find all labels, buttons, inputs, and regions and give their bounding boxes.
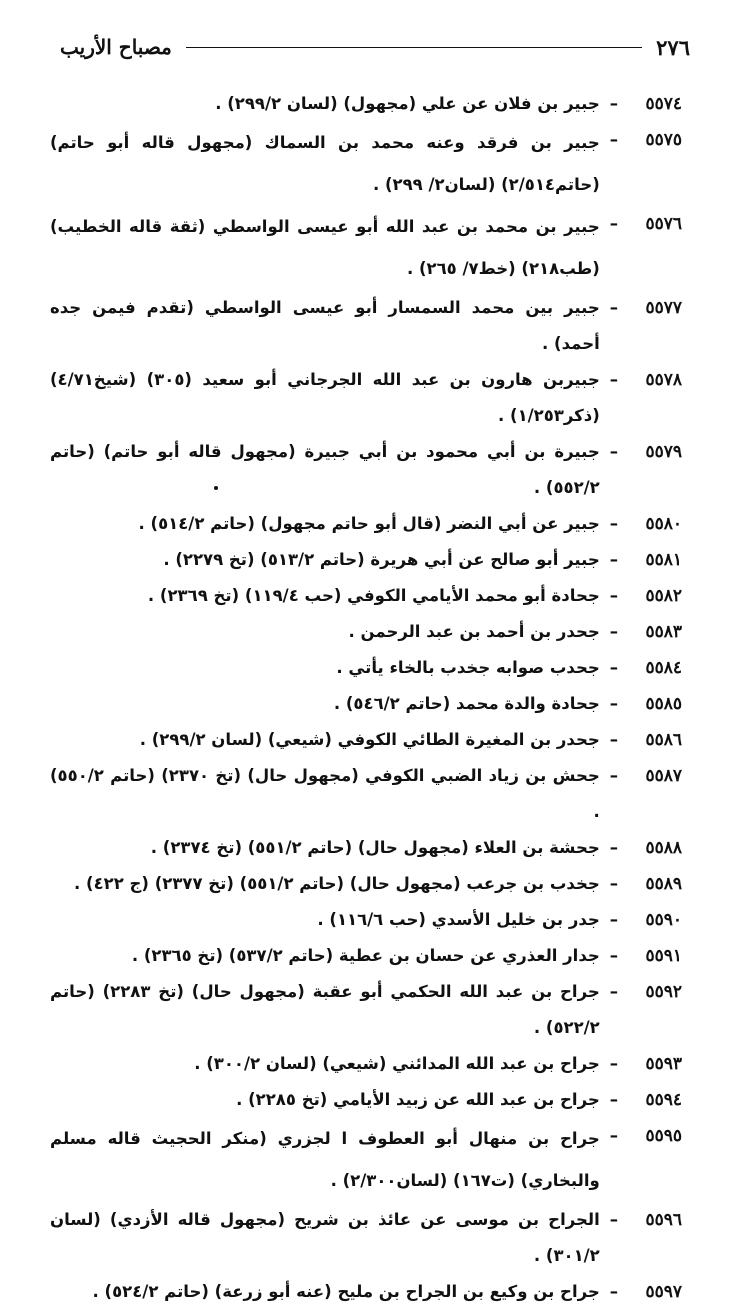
entry-5585 — [50, 686, 682, 722]
entry-5582 — [50, 578, 682, 614]
entry-dash: – — [609, 130, 618, 149]
entry-text: جبير بن فلان عن علي (مجهول) (لسان ٢٩٩/٢) . — [215, 94, 600, 113]
entry-number: ٥٥٧٦ — [645, 214, 682, 234]
entry-dash: – — [609, 730, 618, 749]
book-title: مصباح الأريب — [60, 35, 172, 59]
entry-dash: – — [609, 586, 618, 605]
entry-5577 — [50, 290, 682, 362]
entry-number: ٥٥٨٦ — [645, 730, 682, 750]
entry-number: ٥٥٩٣ — [645, 1054, 682, 1074]
entry-number: ٥٥٧٧ — [645, 298, 682, 318]
entry-dash: – — [609, 370, 618, 389]
entry-text: الجراح بن موسى عن عائذ بن شريح (مجهول قاله الأزدي) (لسان ٣٠١/٢) . — [50, 1210, 600, 1265]
entry-5579 — [50, 434, 682, 506]
entry-5589 — [50, 866, 682, 902]
entry-5586 — [50, 722, 682, 758]
entry-5591 — [50, 938, 682, 974]
entry-dash: – — [609, 946, 618, 965]
entry-5576 — [50, 206, 682, 290]
entry-5588 — [50, 830, 682, 866]
entry-dash: – — [609, 214, 618, 233]
entry-text: جبير عن أبي النضر (قال أبو حاتم مجهول) (حاتم ٥١٤/٢) . — [138, 514, 600, 533]
entry-5575 — [50, 122, 682, 206]
entry-5584 — [50, 650, 682, 686]
entry-text: جراح بن عبد الله الحكمي أبو عقبة (مجهول حال) (تخ ٢٢٨٣) (حاتم ٥٢٢/٢) . — [50, 982, 600, 1037]
entry-5574 — [50, 86, 682, 122]
entry-dash: – — [609, 658, 618, 677]
entry-dash: – — [609, 94, 618, 113]
entry-text: جحدر بن أحمد بن عبد الرحمن . — [348, 622, 600, 641]
entry-number: ٥٥٧٥ — [645, 130, 682, 150]
entry-number: ٥٥٨٧ — [645, 766, 682, 786]
entry-dash: – — [609, 838, 618, 857]
entry-dash: – — [609, 550, 618, 569]
entry-5596 — [50, 1202, 682, 1274]
entry-text: جراح بن عبد الله عن زبيد الأيامي (تخ ٢٢٨٥) . — [236, 1090, 600, 1109]
entry-number: ٥٥٩١ — [645, 946, 682, 966]
entry-text: جحدر بن المغيرة الطائي الكوفي (شيعي) (لسان ٢٩٩/٢) . — [139, 730, 600, 749]
entry-5594 — [50, 1082, 682, 1118]
entry-text: جدر بن خليل الأسدي (حب ١١٦/٦) . — [317, 910, 600, 929]
entry-dash: – — [609, 1210, 618, 1229]
entry-text: جحدب صوابه جخدب بالخاء يأتي . — [336, 658, 600, 677]
entry-dash: – — [609, 442, 618, 461]
entry-dash: – — [609, 1282, 618, 1301]
entry-number: ٥٥٩٥ — [645, 1126, 682, 1146]
entry-number: ٥٥٧٤ — [645, 94, 682, 114]
entry-number: ٥٥٨٩ — [645, 874, 682, 894]
entry-number: ٥٥٨٤ — [645, 658, 682, 678]
entry-5590 — [50, 902, 682, 938]
page-number: ٢٧٦ — [656, 34, 690, 60]
entry-5595 — [50, 1118, 682, 1202]
entry-text: جبير أبو صالح عن أبي هريرة (حاتم ٥١٣/٢) (تخ ٢٢٧٩) . — [163, 550, 600, 569]
entry-text: جبير بن فرقد وعنه محمد بن السماك (مجهول قاله أبو حاتم) (حاتم٢/٥١٤) (لسان٢/ ٢٩٩) . — [50, 133, 600, 194]
entry-dash: – — [609, 874, 618, 893]
header-rule — [186, 47, 642, 48]
entry-5592 — [50, 974, 682, 1046]
entry-text: جراح بن عبد الله المدائني (شيعي) (لسان ٣٠٠/٢) . — [194, 1054, 600, 1073]
entry-list — [50, 86, 682, 1310]
entry-number: ٥٥٧٨ — [645, 370, 682, 390]
entry-dash: – — [609, 982, 618, 1001]
entry-dash: – — [609, 1054, 618, 1073]
entry-5578 — [50, 362, 682, 434]
entry-text: جخدب بن جرعب (مجهول حال) (حاتم ٥٥١/٢) (تخ ٢٣٧٧) (ج ٤٢٢) . — [74, 874, 600, 893]
entry-text: جبيرة بن أبي محمود بن أبي جبيرة (مجهول قاله أبو حاتم) (حاتم ٥٥٢/٢) . — [50, 442, 600, 497]
entry-number: ٥٥٨٥ — [645, 694, 682, 714]
entry-dash: – — [609, 694, 618, 713]
entry-5581 — [50, 542, 682, 578]
entry-5583 — [50, 614, 682, 650]
entry-number: ٥٥٩٤ — [645, 1090, 682, 1110]
entry-number: ٥٥٩٦ — [645, 1210, 682, 1230]
entry-dash: – — [609, 1090, 618, 1109]
entry-dash: – — [609, 1126, 618, 1145]
entry-text: جحادة والدة محمد (حاتم ٥٤٦/٢) . — [333, 694, 600, 713]
page-header — [60, 30, 690, 64]
entry-5587 — [50, 758, 682, 830]
entry-number: ٥٥٧٩ — [645, 442, 682, 462]
entry-dash: – — [609, 910, 618, 929]
entry-number: ٥٥٩٢ — [645, 982, 682, 1002]
print-speck — [214, 486, 218, 490]
entry-text: جدار العذري عن حسان بن عطية (حاتم ٥٣٧/٢) (تخ ٢٣٦٥) . — [131, 946, 600, 965]
entry-number: ٥٥٨٣ — [645, 622, 682, 642]
entry-text: جحادة أبو محمد الأيامي الكوفي (حب ١١٩/٤) (تخ ٢٣٦٩) . — [147, 586, 600, 605]
entry-number: ٥٥٩٧ — [645, 1282, 682, 1302]
entry-dash: – — [609, 766, 618, 785]
entry-number: ٥٥٨١ — [645, 550, 682, 570]
entry-text: جراح بن منهال أبو العطوف ا لجزري (منكر الحجيث قاله مسلم والبخاري) (ت١٦٧) (لسان٢/٣٠٠) . — [50, 1129, 600, 1190]
entry-number: ٥٥٨٨ — [645, 838, 682, 858]
entry-dash: – — [609, 622, 618, 641]
entry-dash: – — [609, 298, 618, 317]
entry-number: ٥٥٨٠ — [645, 514, 682, 534]
entry-text: جبير بن محمد بن عبد الله أبو عيسى الواسطي (ثقة قاله الخطيب) (طب٢١٨) (خط٧/ ٢٦٥) . — [50, 217, 600, 278]
entry-number: ٥٥٨٢ — [645, 586, 682, 606]
entry-text: جبير بين محمد السمسار أبو عيسى الواسطي (تقدم فيمن جده أحمد) . — [50, 298, 600, 353]
entry-dash: – — [609, 514, 618, 533]
entry-number: ٥٥٩٠ — [645, 910, 682, 930]
entry-text: جراح بن وكيع بن الجراح بن مليح (عنه أبو زرعة) (حاتم ٥٢٤/٢) . — [92, 1282, 600, 1301]
entry-5580 — [50, 506, 682, 542]
entry-text: جبيربن هارون بن عبد الله الجرجاني أبو سعيد (٣٠٥) (شيخ٤/٧١) (ذكر١/٢٥٣) . — [50, 370, 600, 425]
entry-text: جحش بن زياد الضبي الكوفي (مجهول حال) (تخ ٢٣٧٠) (حاتم ٥٥٠/٢) . — [50, 766, 600, 821]
entry-text: جحشة بن العلاء (مجهول حال) (حاتم ٥٥١/٢) (تخ ٢٣٧٤) . — [150, 838, 600, 857]
entry-5597 — [50, 1274, 682, 1310]
